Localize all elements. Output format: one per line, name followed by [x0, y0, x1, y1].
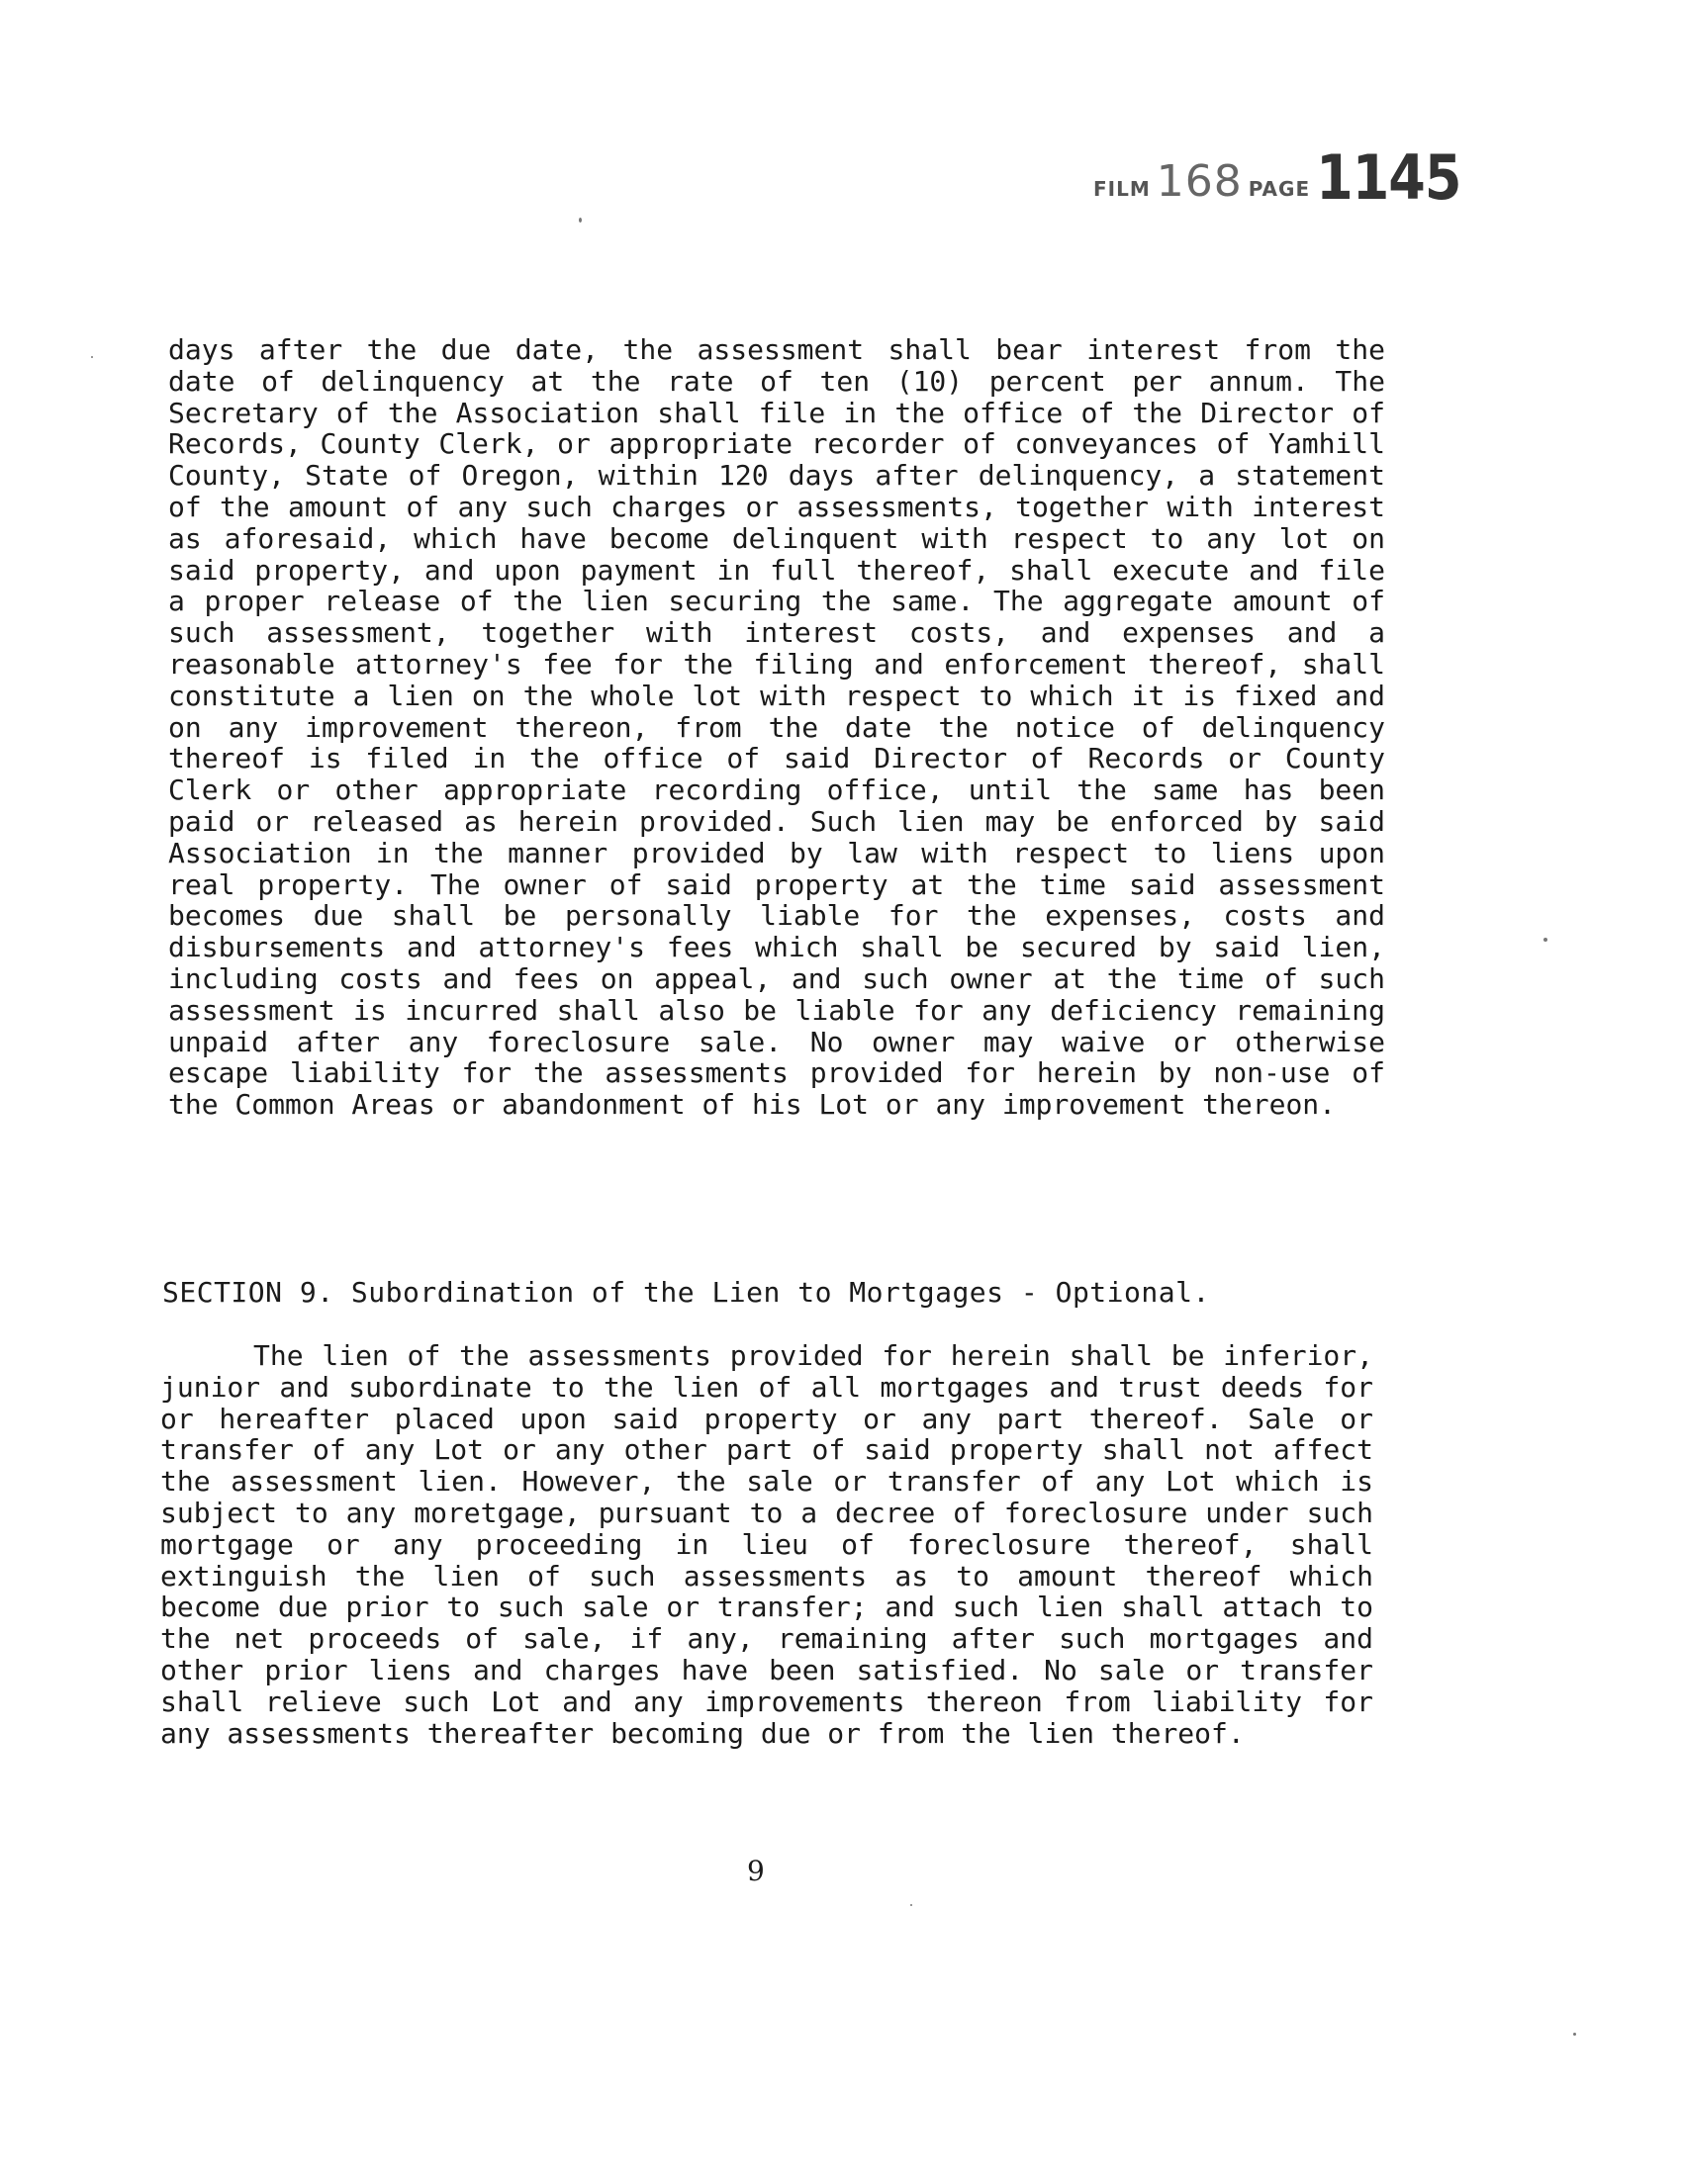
- paragraph-subordination: The lien of the assessments provided for herein shall be inferior, junior and subordinate to the lien of all mortgages and trust deeds for or hereafter placed upon said property or any part thereof. Sale or transfer of any Lot or any other part of said property shall not affect the assessment lien. However, the sale or transfer of any Lot which is subject to any moretgage, pursuant to a decree of foreclosure under such mortgage or any proceeding in lieu of foreclosure thereof, shall extinguish the lien of such assessments as to amount thereof which become due prior to such sale or transfer; and such lien shall attach to the net proceeds of sale, if any, remaining after such mortgages and other prior liens and charges have been satisfied. No sale or transfer shall relieve such Lot and any improvements thereon from liability for any assessments thereafter becoming due or from the lien thereof.: [160, 1339, 1373, 1750]
- scan-speck: [579, 218, 582, 223]
- page-number: 9: [747, 1855, 765, 1887]
- scan-speck: [1543, 938, 1547, 942]
- scan-speck: [910, 1904, 912, 1906]
- stamp-page-number: 1145: [1316, 141, 1461, 214]
- section-heading: SECTION 9. Subordination of the Lien to Mortgages - Optional.: [162, 1276, 1210, 1309]
- film-page-stamp: [1093, 141, 1461, 214]
- paragraph-assessment-interest: days after the due date, the assessment shall bear interest from the date of delinquency at the rate of ten (10) percent per annum. The Secretary of the Association shall file in the office of the Director of Records, County Clerk, or appropriate recorder of conveyances of Yamhill County, State of Oregon, within 120 days after delinquency, a statement of the amount of any such charges or assessments, together with interest as aforesaid, which have become delinquent with respect to any lot on said property, and upon payment in full thereof, shall execute and file a proper release of the lien securing the same. The aggregate amount of such assessment, together with interest costs, and expenses and a reasonable attorney's fee for the filing and enforcement thereof, shall constitute a lien on the whole lot with respect to which it is fixed and on any improvement thereon, from the date the notice of delinquency thereof is filed in the office of said Director of Records or County Clerk or other appropriate recording office, until the same has been paid or released as herein provided. Such lien may be enforced by said Association in the manner provided by law with respect to liens upon real property. The owner of said property at the time said assessment becomes due shall be personally liable for the expenses, costs and disbursements and attorney's fees which shall be secured by said lien, including costs and fees on appeal, and such owner at the time of such assessment is incurred shall also be liable for any deficiency remaining unpaid after any foreclosure sale. No owner may waive or otherwise escape liability for the assessments provided for herein by non-use of the Common Areas or abandonment of his Lot or any improvement thereon.: [168, 333, 1385, 1122]
- stamp-film-number: 168: [1156, 156, 1243, 207]
- scan-speck: [91, 356, 93, 358]
- scan-speck: [1573, 2033, 1576, 2036]
- stamp-page-label: PAGE: [1248, 177, 1311, 201]
- stamp-film-label: FILM: [1093, 177, 1151, 201]
